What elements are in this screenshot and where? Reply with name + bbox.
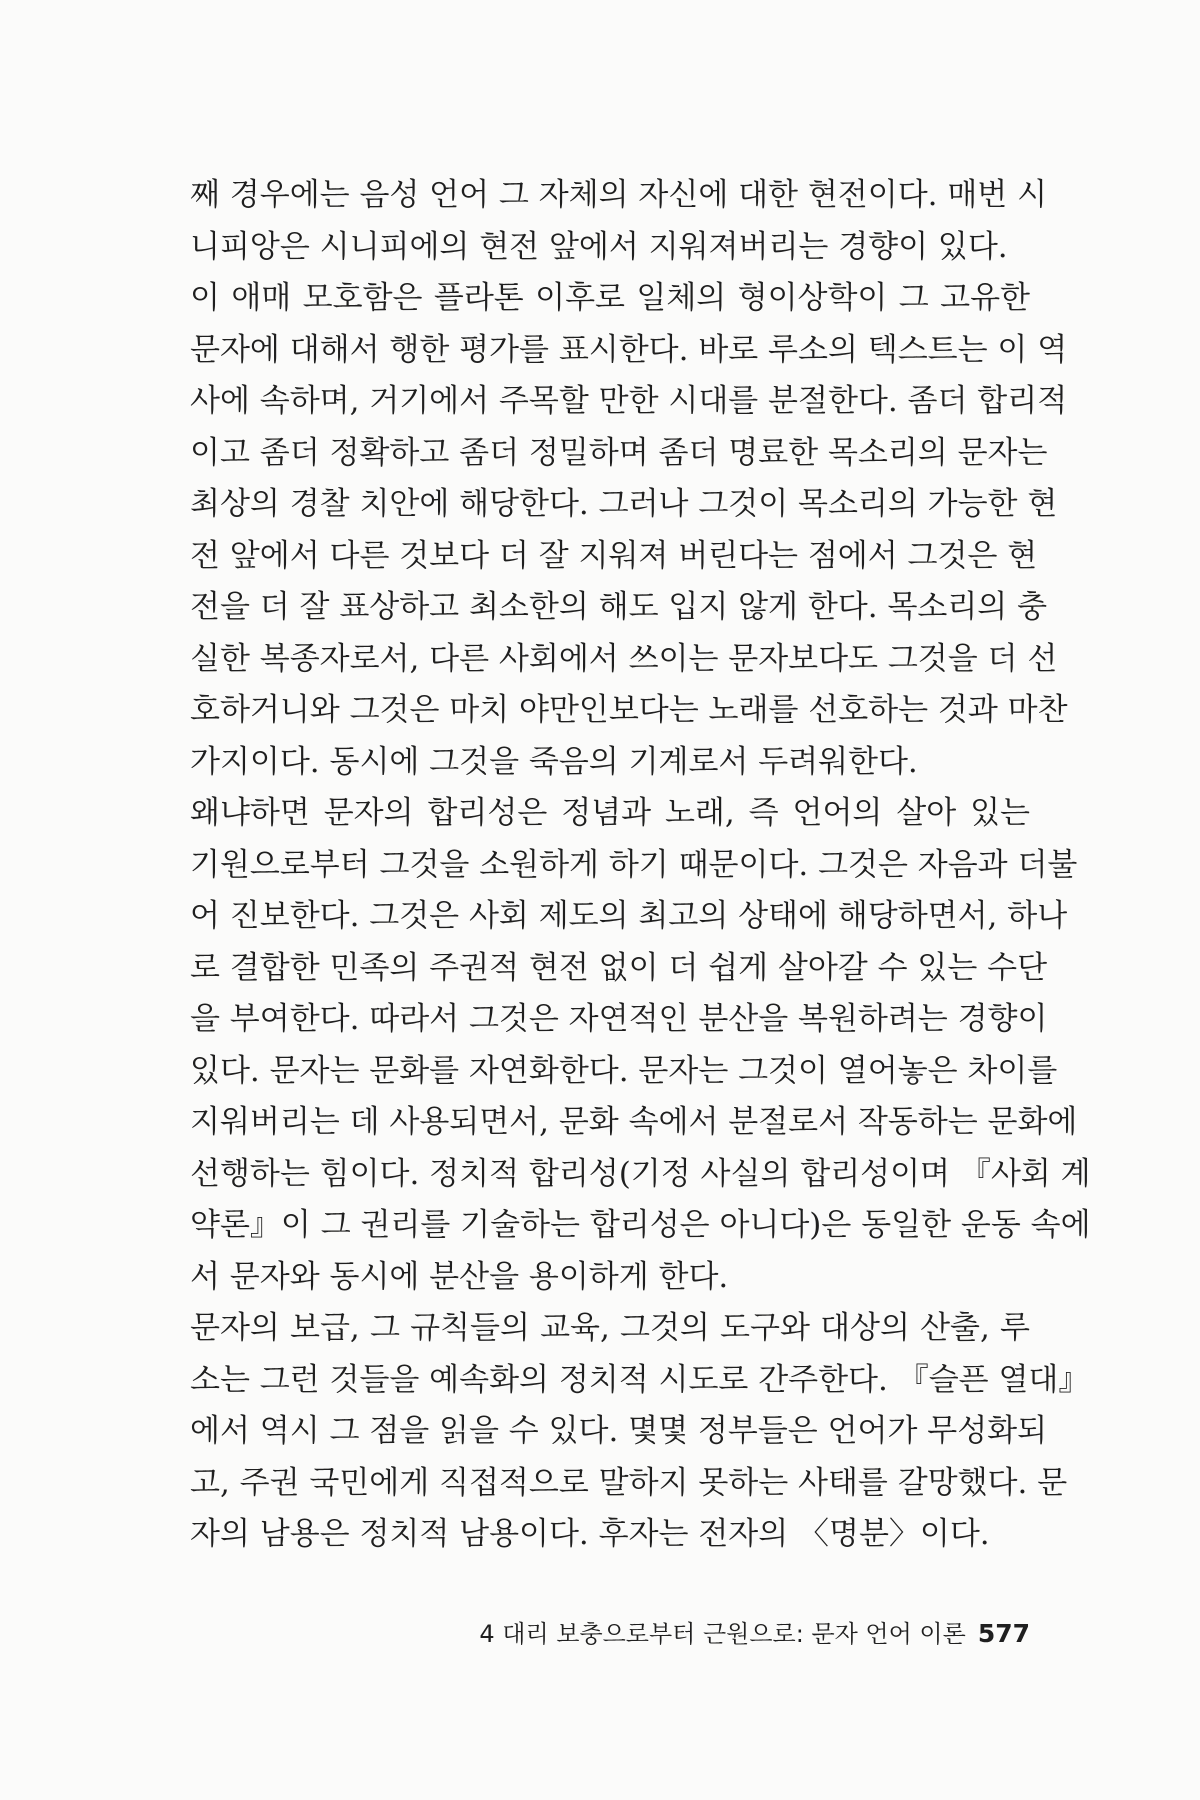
footer-chapter-title: 4 대리 보충으로부터 근원으로: 문자 언어 이론 (479, 1620, 966, 1648)
text-line: 째 경우에는 음성 언어 그 자체의 자신에 대한 현전이다. 매번 시 (190, 177, 1048, 213)
text-line: 을 부여한다. 따라서 그것은 자연적인 분산을 복원하려는 경향이 (190, 1001, 1048, 1037)
text-line: 로 결합한 민족의 주권적 현전 없이 더 쉽게 살아갈 수 있는 수단 (190, 949, 1048, 986)
text-line: 소는 그런 것들을 예속화의 정치적 시도로 간주한다. 『슬픈 열대』 (190, 1361, 1090, 1398)
text-line: 지워버리는 데 사용되면서, 문화 속에서 분절로서 작동하는 문화에 (190, 1104, 1078, 1140)
text-line: 실한 복종자로서, 다른 사회에서 쓰이는 문자보다도 그것을 더 선 (190, 640, 1058, 677)
text-line: 이고 좀더 정확하고 좀더 정밀하며 좀더 명료한 목소리의 문자는 (190, 434, 1048, 471)
text-line: 선행하는 힘이다. 정치적 합리성(기정 사실의 합리성이며 『사회 계 (190, 1155, 1091, 1192)
text-line: 자의 남용은 정치적 남용이다. 후자는 전자의 〈명분〉이다. (190, 1516, 990, 1552)
text-line: 고, 주권 국민에게 직접적으로 말하지 못하는 사태를 갈망했다. 문 (190, 1464, 1068, 1501)
text-line: 이 애매 모호함은 플라톤 이후로 일체의 형이상학이 그 고유한 (190, 280, 1030, 316)
text-line: 최상의 경찰 치안에 해당한다. 그러나 그것이 목소리의 가능한 현 (190, 486, 1058, 522)
text-line: 전 앞에서 다른 것보다 더 잘 지워져 버린다는 점에서 그것은 현 (190, 537, 1038, 574)
text-line: 에서 역시 그 점을 읽을 수 있다. 몇몇 정부들은 언어가 무성화되 (190, 1413, 1048, 1449)
running-footer (440, 1617, 1030, 1651)
text-line: 있다. 문자는 문화를 자연화한다. 문자는 그것이 열어놓은 차이를 (190, 1052, 1058, 1089)
text-line: 기원으로부터 그것을 소원하게 하기 때문이다. 그것은 자음과 더불 (190, 846, 1078, 883)
text-line: 전을 더 잘 표상하고 최소한의 해도 입지 않게 한다. 목소리의 충 (190, 589, 1048, 625)
text-line: 어 진보한다. 그것은 사회 제도의 최고의 상태에 해당하면서, 하나 (190, 898, 1068, 934)
text-line: 사에 속하며, 거기에서 주목할 만한 시대를 분절한다. 좀더 합리적 (190, 383, 1068, 419)
text-line: 가지이다. 동시에 그것을 죽음의 기계로서 두려워한다. (190, 743, 918, 780)
text-line: 문자에 대해서 행한 평가를 표시한다. 바로 루소의 텍스트는 이 역 (190, 331, 1068, 368)
page-number: 577 (977, 1619, 1030, 1648)
text-line: 서 문자와 동시에 분산을 용이하게 한다. (190, 1258, 729, 1295)
text-line: 왜냐하면 문자의 합리성은 정념과 노래, 즉 언어의 살아 있는 (190, 795, 1030, 831)
text-line: 호하거니와 그것은 마치 야만인보다는 노래를 선호하는 것과 마찬 (190, 692, 1068, 728)
text-line: 니피앙은 시니피에의 현전 앞에서 지워져버리는 경향이 있다. (190, 228, 1008, 265)
text-line: 문자의 보급, 그 규칙들의 교육, 그것의 도구와 대상의 산출, 루 (190, 1310, 1030, 1346)
body-text (190, 170, 1091, 1561)
text-line: 약론』이 그 권리를 기술하는 합리성은 아니다)은 동일한 운동 속에 (190, 1207, 1091, 1243)
